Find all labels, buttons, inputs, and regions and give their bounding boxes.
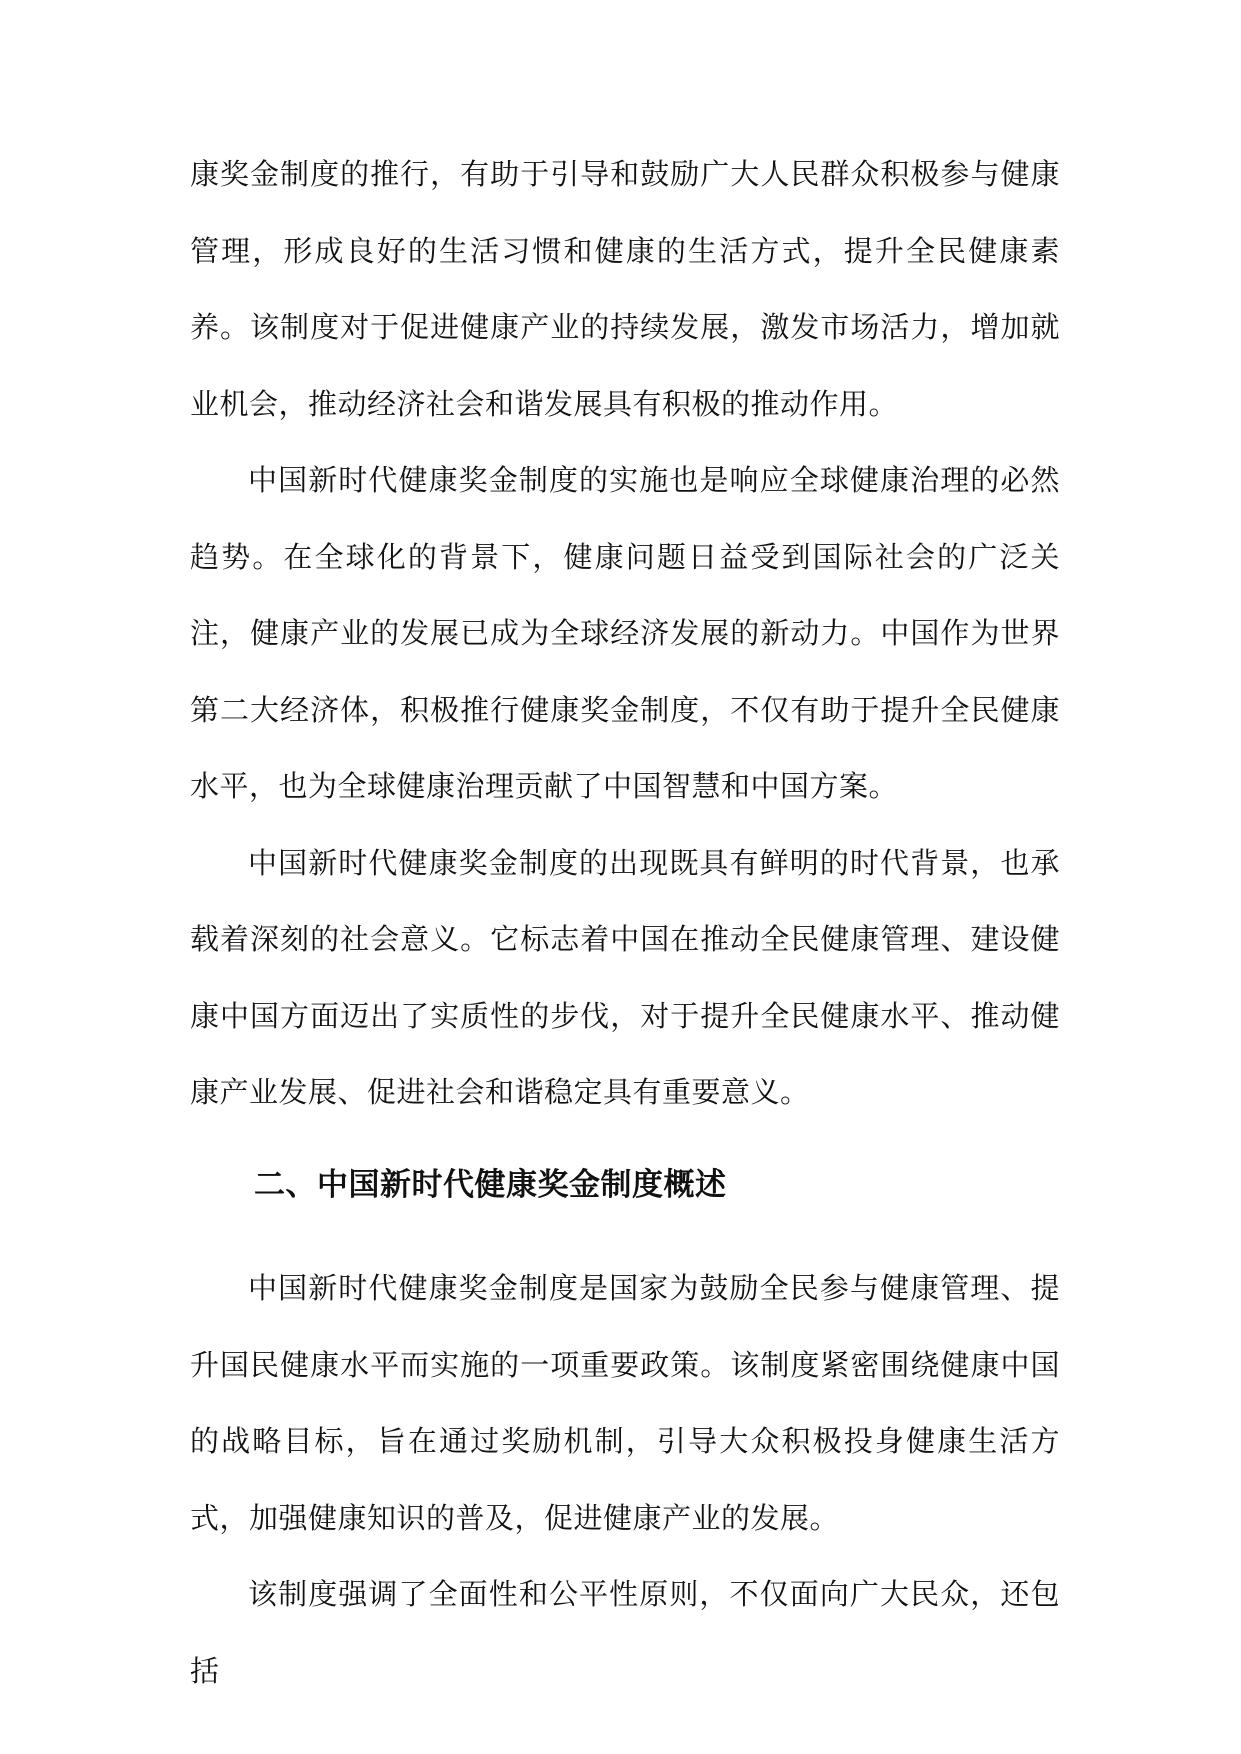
paragraph-continued: 康奖金制度的推行，有助于引导和鼓励广大人民群众积极参与健康管理，形成良好的生活习惯和健康的生活方式，提升全民健康素养。该制度对于促进健康产业的持续发展，激发市场活力，增加就业机会，推动经济社会和谐发展具有积极的推动作用。 bbox=[190, 157, 1060, 421]
paragraph: 中国新时代健康奖金制度的出现既具有鲜明的时代背景，也承载着深刻的社会意义。它标志着中国在推动全民健康管理、建设健康中国方面迈出了实质性的步伐，对于提升全民健康水平、推动健康产业发展、促进社会和谐稳定具有重要意义。 bbox=[190, 845, 1060, 1109]
section-heading: 二、中国新时代健康奖金制度概述 bbox=[254, 1167, 727, 1203]
section-2-body bbox=[190, 1250, 1060, 1709]
paragraph: 中国新时代健康奖金制度是国家为鼓励全民参与健康管理、提升国民健康水平而实施的一项重要政策。该制度紧密围绕健康中国的战略目标，旨在通过奖励机制，引导大众积极投身健康生活方式，加强健康知识的普及，促进健康产业的发展。 bbox=[190, 1271, 1060, 1535]
paragraph: 中国新时代健康奖金制度的实施也是响应全球健康治理的必然趋势。在全球化的背景下，健康问题日益受到国际社会的广泛关注，健康产业的发展已成为全球经济发展的新动力。中国作为世界第二大经济体，积极推行健康奖金制度，不仅有助于提升全民健康水平，也为全球健康治理贡献了中国智慧和中国方案。 bbox=[190, 463, 1060, 803]
paragraph: 该制度强调了全面性和公平性原则，不仅面向广大民众，还包括 bbox=[190, 1577, 1060, 1688]
section-1-body bbox=[190, 136, 1060, 1131]
